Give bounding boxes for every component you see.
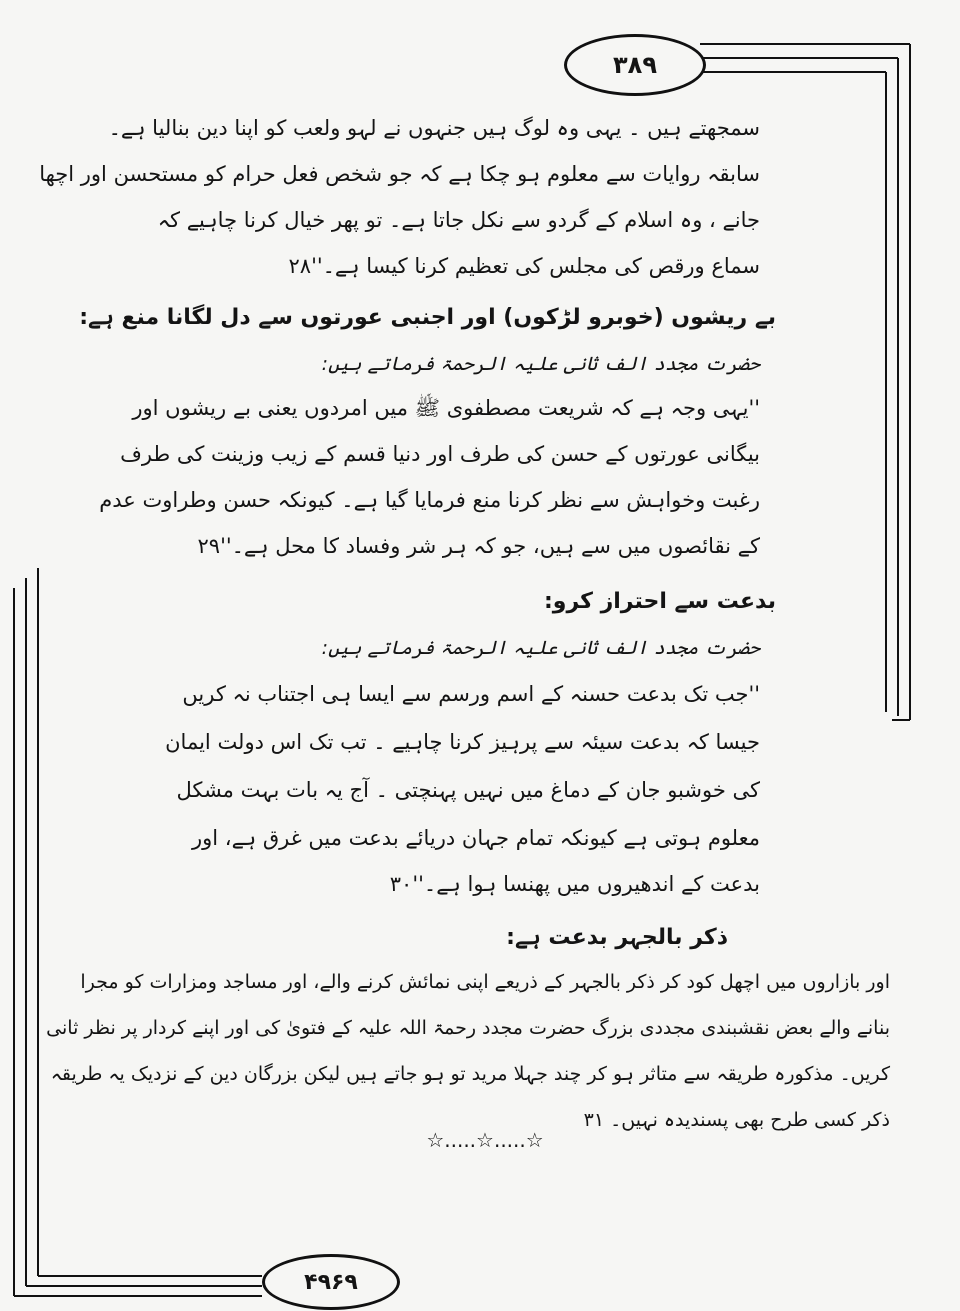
quote-line: ''جب تک بدعت حسنہ کے اسم ورسم سے ایسا ہی اجتناب نہ کریں [182, 682, 760, 706]
quote-line: کی خوشبو جان کے دماغ میں نہیں پہنچتی ۔ آج یہ بات بہت مشکل [176, 778, 760, 802]
quote-line: معلوم ہوتی ہے کیونکہ تمام جہان دریائے بدعت میں غرق ہے، اور [192, 826, 760, 850]
intro-line: سماع ورقص کی مجلس کی تعظیم کرنا کیسا ہے۔''۲۸ [288, 254, 760, 278]
body-line: ذکر کسی طرح بھی پسندیدہ نہیں۔ ۳۱ [583, 1109, 890, 1131]
bottom-page-number: ۴۹۶۹ [262, 1254, 400, 1310]
top-page-number: ۳۸۹ [564, 34, 706, 96]
body-line: کریں۔ مذکورہ طریقہ سے متاثر ہو کر چند جہلا مرید تو ہو جاتے ہیں لیکن بزرگان دین کے نزدیک یہ طریقہ [50, 1063, 890, 1085]
quote-line: بدعت کے اندھیروں میں پھنسا ہوا ہے۔''۳۰ [389, 872, 760, 896]
quote-line: کے نقائصوں میں سے ہیں، جو کہ ہر شر وفساد کا محل ہے۔''۲۹ [197, 534, 760, 558]
body-line: اور بازاروں میں اچھل کود کر ذکر بالجہر کے ذریعے اپنی نمائش کرنے والے، اور مساجد ومزارات کو مجرا [80, 971, 890, 993]
section-heading: بدعت سے احتراز کرو: [543, 589, 776, 614]
intro-line: سمجھتے ہیں ۔ یہی وہ لوگ ہیں جنہوں نے لہو ولعب کو اپنا دین بنالیا ہے۔ [108, 116, 760, 140]
section-attribution: حضرت مجدد الف ثانی علیہ الرحمۃ فرماتے ہیں: [321, 637, 760, 659]
quote-line: بیگانی عورتوں کے حسن کی طرف اور دنیا قسم کے زیب وزینت کی طرف [120, 442, 760, 466]
intro-line: سابقہ روایات سے معلوم ہو چکا ہے کہ جو شخص فعل حرام کو مستحسن اور اچھا [39, 162, 760, 186]
section-heading: بے ریشوں (خوبرو لڑکوں) اور اجنبی عورتوں سے دل لگانا منع ہے: [79, 305, 776, 330]
intro-line: جانے ، وہ اسلام کے گردو سے نکل جاتا ہے۔ تو پھر خیال کرنا چاہیے کہ [157, 208, 760, 232]
quote-line: ''یہی وجہ ہے کہ شریعت مصطفوی ﷺ میں امردوں یعنی بے ریشوں اور [132, 396, 760, 420]
body-line: بنانے والے بعض نقشبندی مجددی بزرگ حضرت مجدد رحمۃ اللہ علیہ کے فتویٰ کی اور اپنے کردار پر نظر ثانی [46, 1017, 890, 1039]
quote-line: رغبت وخواہش سے نظر کرنا منع فرمایا گیا ہے۔ کیونکہ حسن وطراوت عدم [99, 488, 760, 512]
star-separator: ☆.....☆.....☆ [426, 1128, 544, 1152]
section-attribution: حضرت مجدد الف ثانی علیہ الرحمۃ فرماتے ہیں: [321, 353, 760, 375]
section-heading: ذکر بالجہر بدعت ہے: [506, 925, 728, 950]
quote-line: جیسا کہ بدعت سیئہ سے پرہیز کرنا چاہیے ۔ تب تک اس دولت ایمان [165, 730, 760, 754]
